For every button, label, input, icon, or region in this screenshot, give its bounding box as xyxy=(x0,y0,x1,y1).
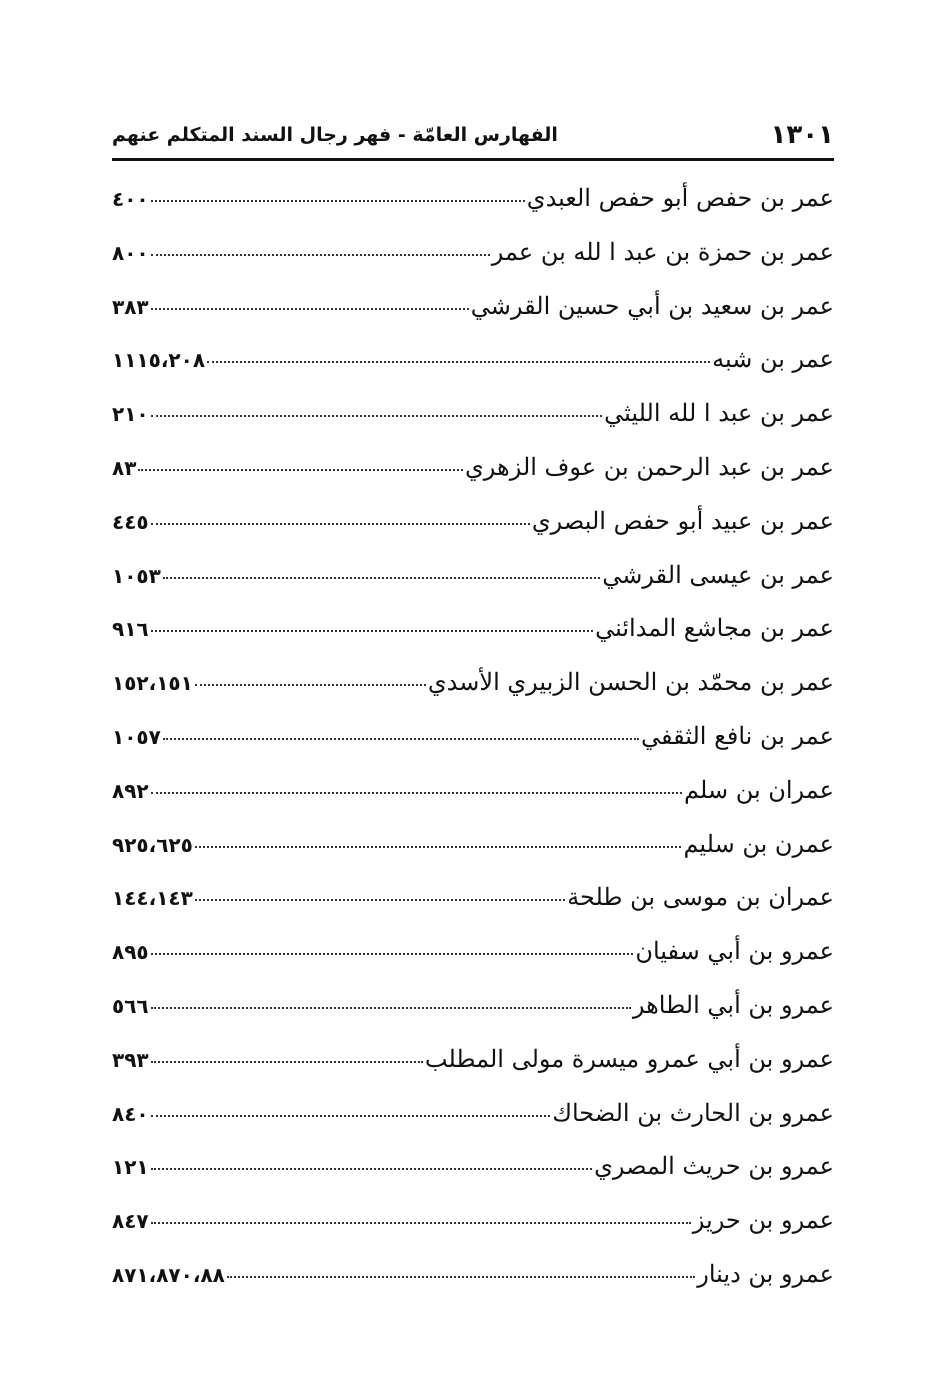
running-title: الفهارس العامّة - فهر رجال السند المتكلم عنهم xyxy=(112,124,558,146)
entry-pages: ١٥٢،١٥١ xyxy=(112,671,193,696)
entry-pages: ١١١٥،٢٠٨ xyxy=(112,348,206,373)
leader-dots xyxy=(207,361,710,363)
leader-dots xyxy=(163,577,600,579)
entry-pages: ١٢١ xyxy=(112,1155,149,1180)
entry-name: عمران بن موسى بن طلحة xyxy=(567,883,834,912)
index-entry xyxy=(112,1260,834,1314)
entry-name: عمر بن سعيد بن أبي حسين القرشي xyxy=(470,291,834,320)
leader-dots xyxy=(151,953,634,955)
leader-dots xyxy=(151,1061,423,1063)
index-entry xyxy=(112,614,834,668)
entry-name: عمر بن عبد الرحمن بن عوف الزهري xyxy=(465,452,834,481)
entry-name: عمرو بن أبي عمرو ميسرة مولى المطلب xyxy=(424,1044,834,1073)
index-entry xyxy=(112,668,834,722)
entry-name: عمرو بن حريث المصري xyxy=(594,1152,834,1181)
leader-dots xyxy=(151,630,594,632)
leader-dots xyxy=(195,899,565,901)
leader-dots xyxy=(151,523,530,525)
entry-name: عمرن بن سليم xyxy=(683,829,834,858)
index-page xyxy=(112,108,834,1308)
entry-pages: ١٠٥٣ xyxy=(112,563,161,588)
entry-pages: ٨٧١،٨٧٠،٨٨ xyxy=(112,1262,225,1287)
entry-pages: ٨٩٥ xyxy=(112,940,149,965)
index-entry xyxy=(112,292,834,346)
entry-name: عمران بن سلم xyxy=(684,775,834,804)
leader-dots xyxy=(151,1222,691,1224)
index-entry xyxy=(112,776,834,830)
entry-pages: ٨٩٢ xyxy=(112,778,149,803)
entry-pages: ٣٩٣ xyxy=(112,1047,149,1072)
index-entry xyxy=(112,722,834,776)
index-entry xyxy=(112,883,834,937)
entry-name: عمر بن شبه xyxy=(712,345,834,374)
leader-dots xyxy=(227,1276,695,1278)
leader-dots xyxy=(163,738,639,740)
index-entry xyxy=(112,184,834,238)
entry-name: عمر بن حمزة بن عبد ا لله بن عمر xyxy=(491,237,834,266)
leader-dots xyxy=(151,415,602,417)
index-entry xyxy=(112,1045,834,1099)
entry-name: عمر بن مجاشع المدائني xyxy=(595,614,834,643)
entry-pages: ٤٠٠ xyxy=(112,187,149,211)
index-entry xyxy=(112,399,834,453)
index-entry xyxy=(112,830,834,884)
entry-name: عمرو بن الحارث بن الضحاك xyxy=(552,1098,834,1127)
entry-name: عمر بن عيسى القرشي xyxy=(602,560,834,589)
entry-name: عمر بن عبيد أبو حفص البصري xyxy=(531,506,834,535)
leader-dots xyxy=(151,200,525,202)
index-entry xyxy=(112,937,834,991)
entry-pages: ١٠٥٧ xyxy=(112,724,161,749)
leader-dots xyxy=(195,846,682,848)
leader-dots xyxy=(151,254,490,256)
index-entry xyxy=(112,991,834,1045)
entry-name: عمرو بن أبي سفيان xyxy=(635,937,834,966)
page-number: ١٣٠١ xyxy=(770,120,834,150)
leader-dots xyxy=(138,469,463,471)
page-header xyxy=(112,118,834,161)
index-entry xyxy=(112,1152,834,1206)
index-entry xyxy=(112,561,834,615)
entry-pages: ٥٦٦ xyxy=(112,993,149,1018)
leader-dots xyxy=(151,792,682,794)
leader-dots xyxy=(151,1007,631,1009)
entry-name: عمر بن حفص أبو حفص العبدي xyxy=(526,184,834,212)
leader-dots xyxy=(151,1168,592,1170)
index-entries xyxy=(112,184,834,1314)
entry-name: عمرو بن أبي الطاهر xyxy=(632,990,834,1019)
entry-name: عمرو بن حريز xyxy=(692,1206,834,1235)
index-entry xyxy=(112,1206,834,1260)
index-entry xyxy=(112,1099,834,1153)
entry-pages: ١٤٤،١٤٣ xyxy=(112,886,193,911)
entry-pages: ٩٢٥،٦٢٥ xyxy=(112,832,193,857)
index-entry xyxy=(112,507,834,561)
entry-pages: ٨٤٧ xyxy=(112,1209,149,1234)
entry-pages: ٣٨٣ xyxy=(112,294,149,319)
entry-pages: ٤٤٥ xyxy=(112,509,149,534)
entry-pages: ٨٤٠ xyxy=(112,1101,149,1126)
entry-pages: ٢١٠ xyxy=(112,402,149,427)
index-entry xyxy=(112,238,834,292)
leader-dots xyxy=(151,308,469,310)
entry-pages: ٩١٦ xyxy=(112,617,149,642)
entry-name: عمرو بن دينار xyxy=(697,1259,834,1288)
index-entry xyxy=(112,453,834,507)
index-entry xyxy=(112,345,834,399)
entry-name: عمر بن نافع الثقفي xyxy=(640,721,834,750)
entry-name: عمر بن محمّد بن الحسن الزبيري الأسدي xyxy=(427,668,834,697)
entry-name: عمر بن عبد ا لله الليثي xyxy=(604,399,834,428)
leader-dots xyxy=(151,1115,551,1117)
leader-dots xyxy=(195,684,426,686)
entry-pages: ٨٣ xyxy=(112,455,137,480)
entry-pages: ٨٠٠ xyxy=(112,240,149,265)
